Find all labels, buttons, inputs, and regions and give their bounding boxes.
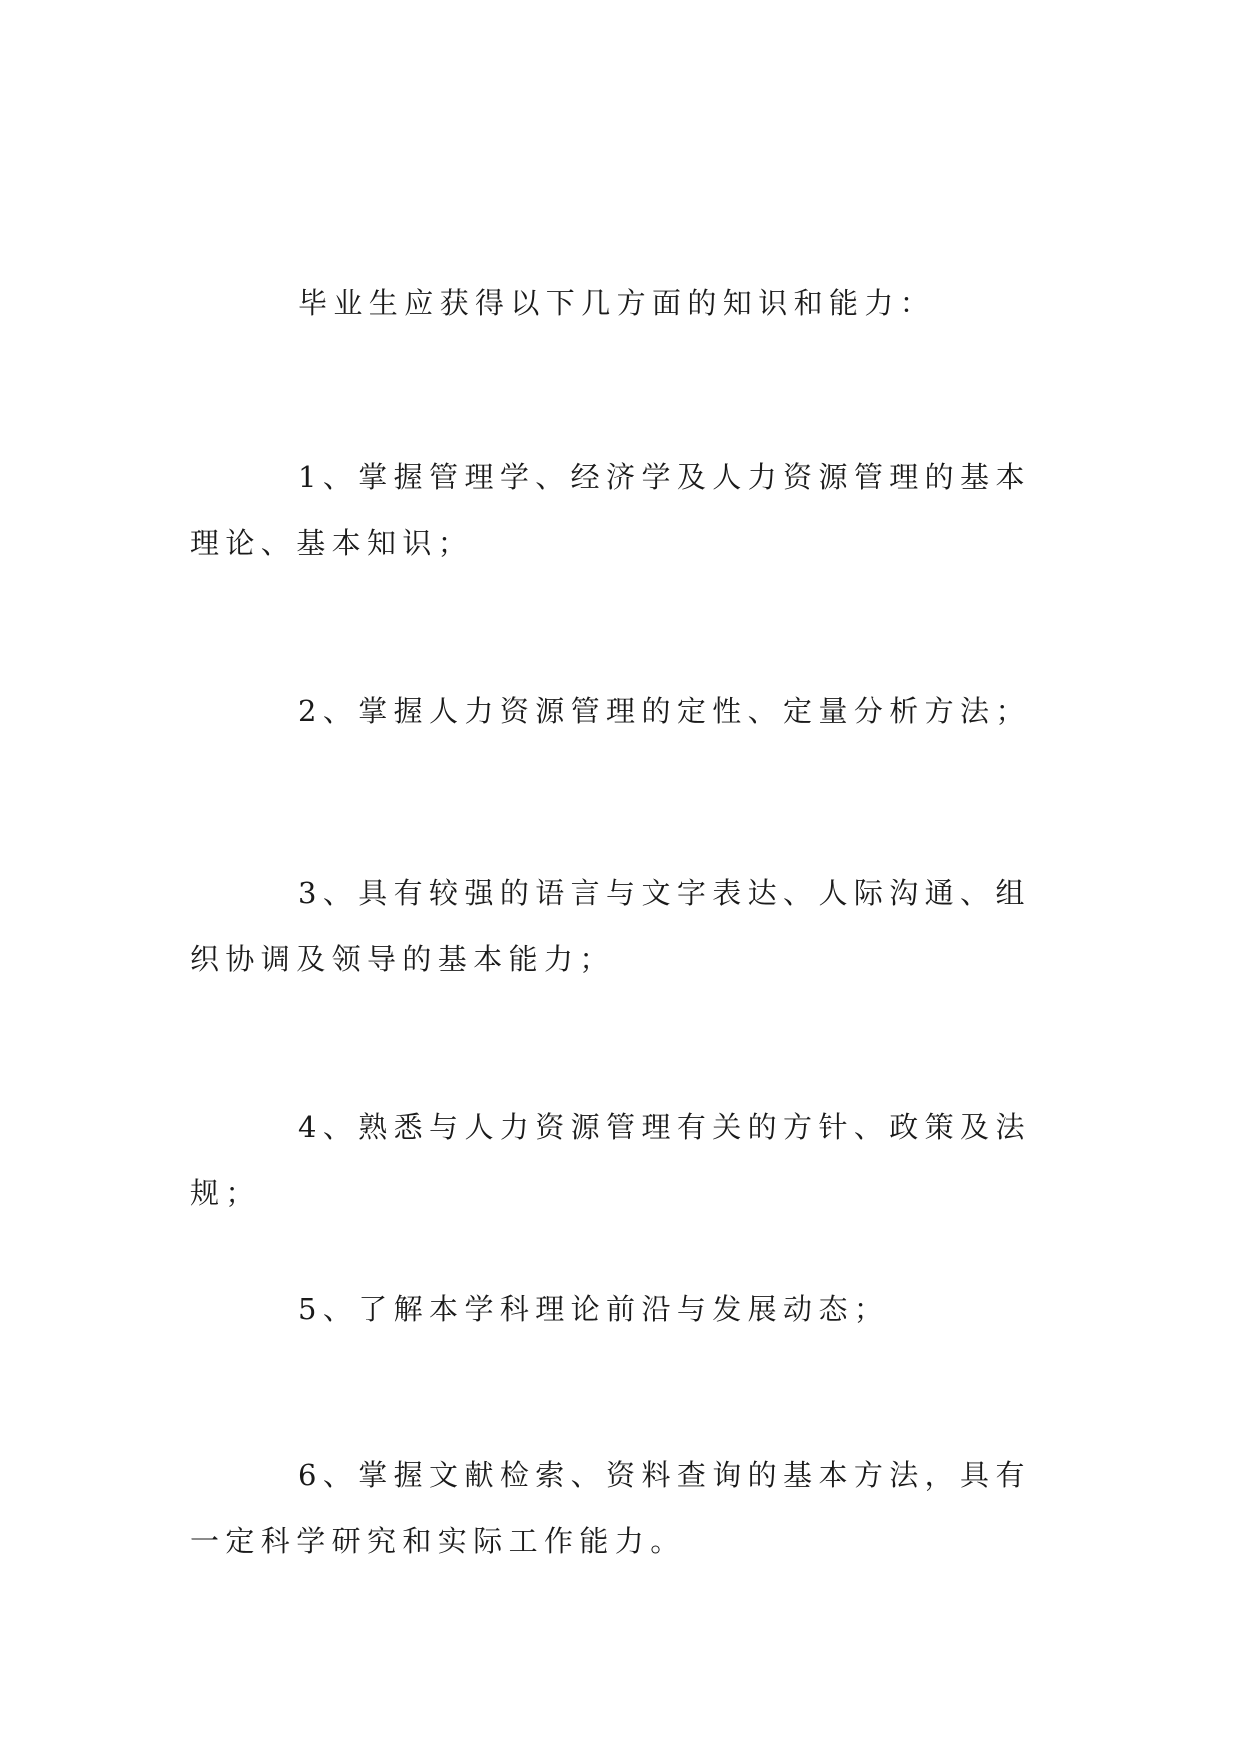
list-item: 4、熟悉与人力资源管理有关的方针、政策及法规； — [190, 1110, 1031, 1210]
intro-paragraph: 毕业生应获得以下几方面的知识和能力： — [298, 286, 936, 320]
list-item: 6、掌握文献检索、资料查询的基本方法，具有一定科学研究和实际工作能力。 — [190, 1458, 1031, 1558]
list-item: 3、具有较强的语言与文字表达、人际沟通、组织协调及领导的基本能力； — [190, 876, 1031, 976]
list-item: 5、了解本学科理论前沿与发展动态； — [298, 1292, 890, 1326]
list-item: 2、掌握人力资源管理的定性、定量分析方法； — [298, 694, 1031, 728]
list-item: 1、掌握管理学、经济学及人力资源管理的基本理论、基本知识； — [190, 460, 1031, 560]
